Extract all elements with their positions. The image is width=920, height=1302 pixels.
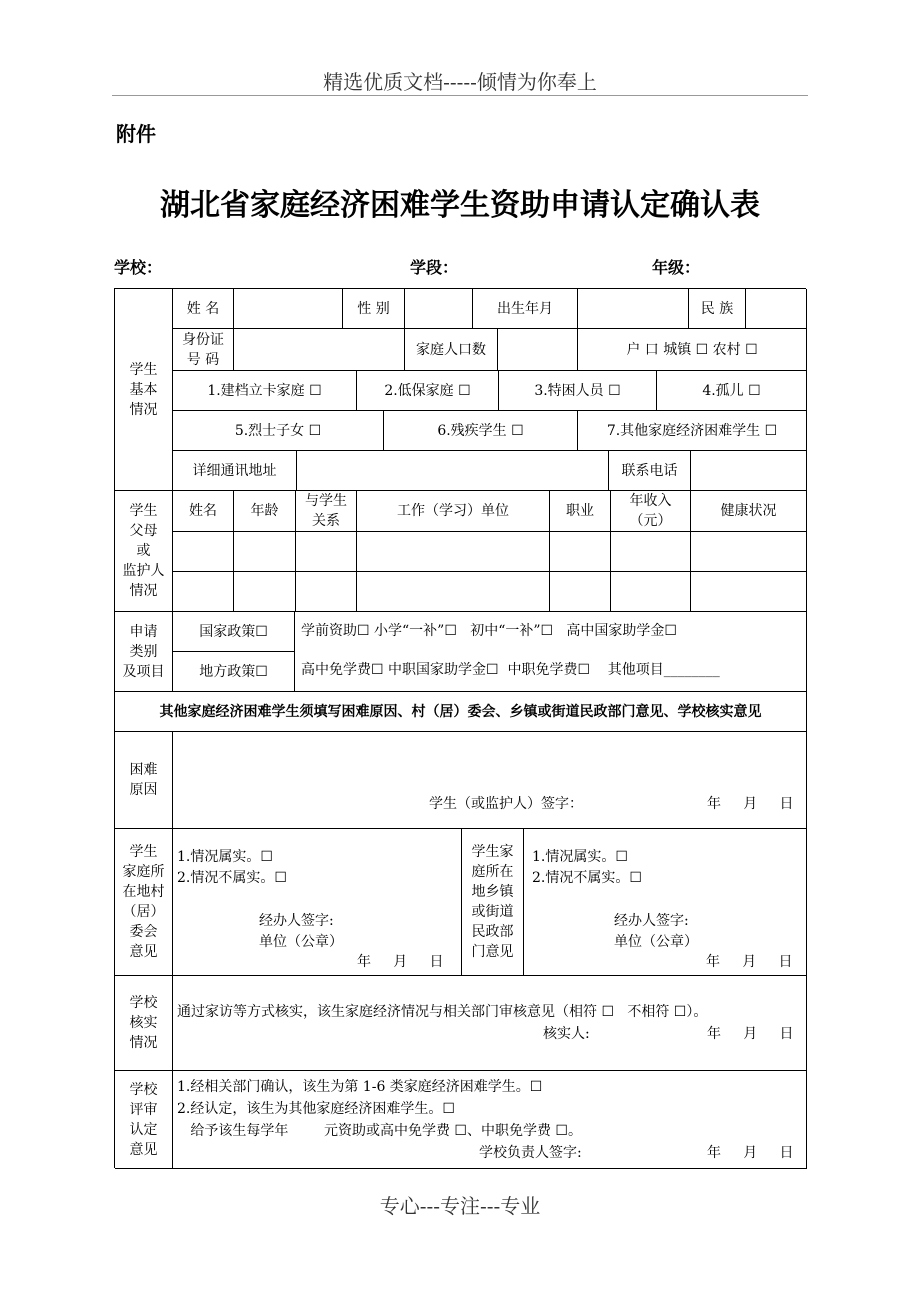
section-verify: 学校 核实 情况: [115, 976, 173, 1071]
category-6-checkbox[interactable]: 6.残疾学生 ☐: [384, 411, 578, 451]
category-2-checkbox[interactable]: 2.低保家庭 ☐: [357, 371, 499, 411]
parents-input-cell[interactable]: [357, 532, 550, 572]
parents-input-cell[interactable]: [173, 572, 234, 612]
review-line-3[interactable]: 给予该生每学年 元资助或高中免学费 ☐、中职免学费 ☐。: [177, 1123, 582, 1139]
village-opinion: [173, 829, 462, 976]
parents-input-cell[interactable]: [234, 532, 296, 572]
parents-input-cell[interactable]: [691, 532, 807, 572]
category-3-checkbox[interactable]: 3.特困人员 ☐: [499, 371, 657, 411]
reason-sign-label: 学生（或监护人）签字：: [429, 796, 583, 812]
reason-field[interactable]: [173, 732, 807, 829]
apply-items: [295, 612, 807, 692]
parents-input-cell[interactable]: [550, 532, 611, 572]
verify-text[interactable]: 通过家访等方式核实，该生家庭经济情况与相关部门审核意见（相符 ☐ 不相符 ☐）。: [177, 1004, 708, 1020]
parents-header-cell: 职业: [550, 491, 611, 532]
birth-field[interactable]: [578, 289, 689, 329]
parents-header-cell: 姓名: [173, 491, 234, 532]
family-size-label: 家庭人口数: [405, 329, 498, 371]
national-items[interactable]: 学前资助☐ 小学“一补”☐ 初中“一补”☐ 高中国家助学金☐: [301, 623, 677, 639]
document-title: 湖北省家庭经济困难学生资助申请认定确认表: [160, 188, 760, 223]
review-opinion: [173, 1071, 807, 1169]
page-footer: 专心---专注---专业: [379, 1194, 541, 1218]
attachment-label: 附件: [116, 122, 156, 146]
parents-header-cell: 年龄: [234, 491, 296, 532]
review-sign: 学校负责人签字:: [479, 1145, 582, 1161]
school-label: 学校：: [114, 258, 163, 277]
village-handler: 经办人签字: 单位（公章）: [259, 913, 343, 950]
town-handler: 经办人签字: 单位（公章）: [614, 913, 698, 950]
category-7-checkbox[interactable]: 7.其他家庭经济困难学生 ☐: [578, 411, 807, 451]
parents-header-cell: 健康状况: [691, 491, 807, 532]
reason-date: 年 月 日: [707, 796, 794, 812]
phone-field[interactable]: [691, 451, 807, 491]
address-field[interactable]: [297, 451, 609, 491]
ethnicity-field[interactable]: [746, 289, 807, 329]
parents-header-cell: 与学生 关系: [296, 491, 357, 532]
name-field[interactable]: [234, 289, 343, 329]
stage-label: 学段：: [410, 258, 459, 277]
village-date: 年 月 日: [357, 954, 444, 970]
grade-label: 年级：: [652, 258, 701, 277]
id-field[interactable]: [234, 329, 405, 371]
category-5-checkbox[interactable]: 5.烈士子女 ☐: [173, 411, 384, 451]
village-options[interactable]: 1.情况属实。☐ 2.情况不属实。☐: [177, 849, 287, 886]
header-divider: [112, 95, 808, 96]
parents-input-cell[interactable]: [550, 572, 611, 612]
section-town: 学生家 庭所在 地乡镇 或街道 民政部 门意见: [462, 829, 524, 976]
section-parents: 学生 父母 或 监护人 情况: [115, 491, 173, 612]
address-label: 详细通讯地址: [173, 451, 297, 491]
local-policy-checkbox[interactable]: 地方政策☐: [173, 652, 295, 692]
town-opinion: [524, 829, 807, 976]
verify-opinion: [173, 976, 807, 1071]
parents-input-cell[interactable]: [173, 532, 234, 572]
town-options[interactable]: 1.情况属实。☐ 2.情况不属实。☐: [532, 849, 642, 886]
parents-input-cell[interactable]: [296, 532, 357, 572]
gender-label: 性 别: [343, 289, 405, 329]
verify-date: 年 月 日: [707, 1026, 794, 1042]
local-items[interactable]: 高中免学费☐ 中职国家助学金☐ 中职免学费☐ 其他项目________: [301, 662, 720, 678]
section-review: 学校 评审 认定 意见: [115, 1071, 173, 1169]
category-1-checkbox[interactable]: 1.建档立卡家庭 ☐: [173, 371, 357, 411]
section-apply: 申请 类别 及项目: [115, 612, 173, 692]
parents-input-cell[interactable]: [296, 572, 357, 612]
application-form-table: [114, 288, 806, 1168]
id-label: 身份证 号 码: [173, 329, 234, 371]
birth-label: 出生年月: [473, 289, 578, 329]
parents-input-cell[interactable]: [611, 572, 691, 612]
page-header: 精选优质文档-----倾情为你奉上: [323, 70, 597, 94]
parents-input-cell[interactable]: [357, 572, 550, 612]
review-line-2[interactable]: 2.经认定，该生为其他家庭经济困难学生。☐: [177, 1101, 455, 1117]
phone-label: 联系电话: [609, 451, 691, 491]
parents-header-cell: 工作（学习）单位: [357, 491, 550, 532]
ethnicity-label: 民 族: [689, 289, 746, 329]
review-date: 年 月 日: [707, 1145, 794, 1161]
instruction-banner: 其他家庭经济困难学生须填写困难原因、村（居）委会、乡镇或街道民政部门意见、学校核实意见: [115, 692, 807, 732]
review-line-1[interactable]: 1.经相关部门确认，该生为第 1-6 类家庭经济困难学生。☐: [177, 1079, 543, 1095]
family-size-field[interactable]: [498, 329, 578, 371]
verify-checker: 核实人:: [543, 1026, 590, 1042]
national-policy-checkbox[interactable]: 国家政策☐: [173, 612, 295, 652]
parents-input-cell[interactable]: [234, 572, 296, 612]
town-date: 年 月 日: [706, 954, 793, 970]
parents-input-cell[interactable]: [611, 532, 691, 572]
section-village: 学生 家庭所 在地村 （居） 委会 意见: [115, 829, 173, 976]
section-basic-info: 学生 基本 情况: [115, 289, 173, 491]
parents-input-cell[interactable]: [691, 572, 807, 612]
gender-field[interactable]: [405, 289, 473, 329]
section-reason: 困难 原因: [115, 732, 173, 829]
name-label: 姓 名: [173, 289, 234, 329]
parents-header-cell: 年收入 （元）: [611, 491, 691, 532]
category-4-checkbox[interactable]: 4.孤儿 ☐: [657, 371, 807, 411]
hukou-options[interactable]: 户 口 城镇 ☐ 农村 ☐: [578, 329, 807, 371]
